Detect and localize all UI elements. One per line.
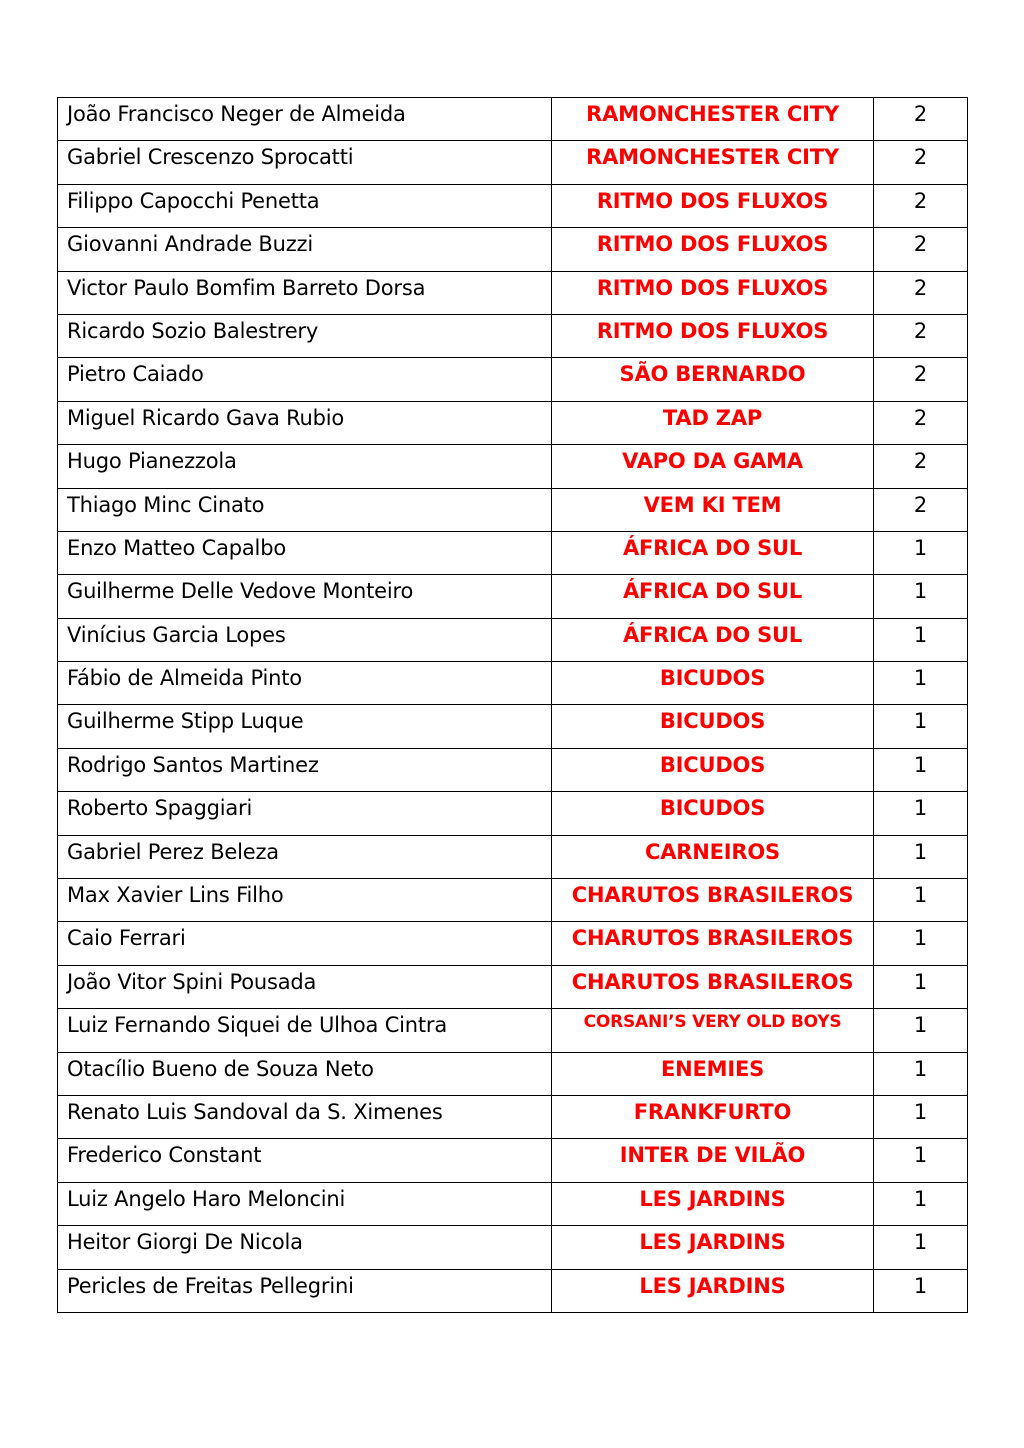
- table-row: [58, 748, 968, 791]
- player-name: Rodrigo Santos Martinez: [58, 748, 552, 791]
- player-name: Ricardo Sozio Balestrery: [58, 314, 552, 357]
- table-row: [58, 1139, 968, 1182]
- table-row: [58, 879, 968, 922]
- goal-count: 2: [874, 141, 968, 184]
- player-name: Roberto Spaggiari: [58, 792, 552, 835]
- table-row: [58, 358, 968, 401]
- team-name: LES JARDINS: [552, 1269, 874, 1312]
- table-row: [58, 1095, 968, 1138]
- team-name: SÃO BERNARDO: [552, 358, 874, 401]
- goal-count: 2: [874, 271, 968, 314]
- goal-count: 1: [874, 1269, 968, 1312]
- goal-count: 1: [874, 705, 968, 748]
- team-name: RITMO DOS FLUXOS: [552, 271, 874, 314]
- table-row: [58, 1269, 968, 1312]
- player-name: Luiz Angelo Haro Meloncini: [58, 1182, 552, 1225]
- table-row: [58, 141, 968, 184]
- goal-count: 2: [874, 314, 968, 357]
- player-name: Luiz Fernando Siquei de Ulhoa Cintra: [58, 1009, 552, 1052]
- goal-count: 2: [874, 184, 968, 227]
- table-row: [58, 662, 968, 705]
- table-row: [58, 184, 968, 227]
- team-name: VEM KI TEM: [552, 488, 874, 531]
- team-name: BICUDOS: [552, 792, 874, 835]
- goal-count: 1: [874, 531, 968, 574]
- player-name: Max Xavier Lins Filho: [58, 879, 552, 922]
- goal-count: 1: [874, 662, 968, 705]
- player-name: Guilherme Stipp Luque: [58, 705, 552, 748]
- player-name: Fábio de Almeida Pinto: [58, 662, 552, 705]
- goal-count: 1: [874, 965, 968, 1008]
- team-name: BICUDOS: [552, 748, 874, 791]
- team-name: LES JARDINS: [552, 1226, 874, 1269]
- player-name: Thiago Minc Cinato: [58, 488, 552, 531]
- table-row: [58, 922, 968, 965]
- player-name: Miguel Ricardo Gava Rubio: [58, 401, 552, 444]
- team-name: BICUDOS: [552, 705, 874, 748]
- table-row: [58, 1009, 968, 1052]
- team-name: VAPO DA GAMA: [552, 445, 874, 488]
- goal-count: 2: [874, 228, 968, 271]
- player-name: Hugo Pianezzola: [58, 445, 552, 488]
- player-name: Filippo Capocchi Penetta: [58, 184, 552, 227]
- goal-count: 2: [874, 401, 968, 444]
- table-row: [58, 965, 968, 1008]
- table-row: [58, 488, 968, 531]
- team-name: TAD ZAP: [552, 401, 874, 444]
- team-name: BICUDOS: [552, 662, 874, 705]
- team-name: CHARUTOS BRASILEROS: [552, 879, 874, 922]
- goal-count: 1: [874, 792, 968, 835]
- goal-count: 1: [874, 1095, 968, 1138]
- table-row: [58, 575, 968, 618]
- goal-count: 1: [874, 1052, 968, 1095]
- table-row: [58, 792, 968, 835]
- team-name: RITMO DOS FLUXOS: [552, 184, 874, 227]
- player-name: Gabriel Crescenzo Sprocatti: [58, 141, 552, 184]
- player-name: Pietro Caiado: [58, 358, 552, 401]
- table-row: [58, 445, 968, 488]
- player-name: João Vitor Spini Pousada: [58, 965, 552, 1008]
- player-name: Otacílio Bueno de Souza Neto: [58, 1052, 552, 1095]
- goal-count: 1: [874, 1009, 968, 1052]
- player-name: Gabriel Perez Beleza: [58, 835, 552, 878]
- goal-count: 2: [874, 358, 968, 401]
- player-name: Guilherme Delle Vedove Monteiro: [58, 575, 552, 618]
- table-row: [58, 98, 968, 141]
- table-row: [58, 228, 968, 271]
- player-name: Pericles de Freitas Pellegrini: [58, 1269, 552, 1312]
- team-name: INTER DE VILÃO: [552, 1139, 874, 1182]
- player-name: Caio Ferrari: [58, 922, 552, 965]
- team-name: RITMO DOS FLUXOS: [552, 314, 874, 357]
- goal-count: 2: [874, 98, 968, 141]
- player-name: Victor Paulo Bomfim Barreto Dorsa: [58, 271, 552, 314]
- team-name: RITMO DOS FLUXOS: [552, 228, 874, 271]
- team-name: ÁFRICA DO SUL: [552, 575, 874, 618]
- team-name: CORSANI’S VERY OLD BOYS: [552, 1009, 874, 1052]
- team-name: ÁFRICA DO SUL: [552, 618, 874, 661]
- goal-count: 1: [874, 879, 968, 922]
- team-name: FRANKFURTO: [552, 1095, 874, 1138]
- scorers-table: [57, 97, 968, 1313]
- player-name: Giovanni Andrade Buzzi: [58, 228, 552, 271]
- goal-count: 1: [874, 1139, 968, 1182]
- goal-count: 1: [874, 618, 968, 661]
- table-row: [58, 618, 968, 661]
- player-name: Vinícius Garcia Lopes: [58, 618, 552, 661]
- goal-count: 1: [874, 922, 968, 965]
- team-name: CHARUTOS BRASILEROS: [552, 965, 874, 1008]
- player-name: Enzo Matteo Capalbo: [58, 531, 552, 574]
- goal-count: 2: [874, 445, 968, 488]
- team-name: CARNEIROS: [552, 835, 874, 878]
- player-name: Heitor Giorgi De Nicola: [58, 1226, 552, 1269]
- player-name: Frederico Constant: [58, 1139, 552, 1182]
- table-row: [58, 1182, 968, 1225]
- team-name: LES JARDINS: [552, 1182, 874, 1225]
- goal-count: 1: [874, 1182, 968, 1225]
- goal-count: 1: [874, 748, 968, 791]
- team-name: RAMONCHESTER CITY: [552, 98, 874, 141]
- table-row: [58, 314, 968, 357]
- table-body: [58, 98, 968, 1313]
- team-name: RAMONCHESTER CITY: [552, 141, 874, 184]
- goal-count: 1: [874, 1226, 968, 1269]
- table-row: [58, 1052, 968, 1095]
- team-name: ENEMIES: [552, 1052, 874, 1095]
- table-row: [58, 401, 968, 444]
- player-name: João Francisco Neger de Almeida: [58, 98, 552, 141]
- goal-count: 1: [874, 835, 968, 878]
- table-row: [58, 705, 968, 748]
- team-name: ÁFRICA DO SUL: [552, 531, 874, 574]
- table-row: [58, 531, 968, 574]
- player-name: Renato Luis Sandoval da S. Ximenes: [58, 1095, 552, 1138]
- goal-count: 2: [874, 488, 968, 531]
- goal-count: 1: [874, 575, 968, 618]
- table-row: [58, 835, 968, 878]
- table-row: [58, 1226, 968, 1269]
- table-row: [58, 271, 968, 314]
- team-name: CHARUTOS BRASILEROS: [552, 922, 874, 965]
